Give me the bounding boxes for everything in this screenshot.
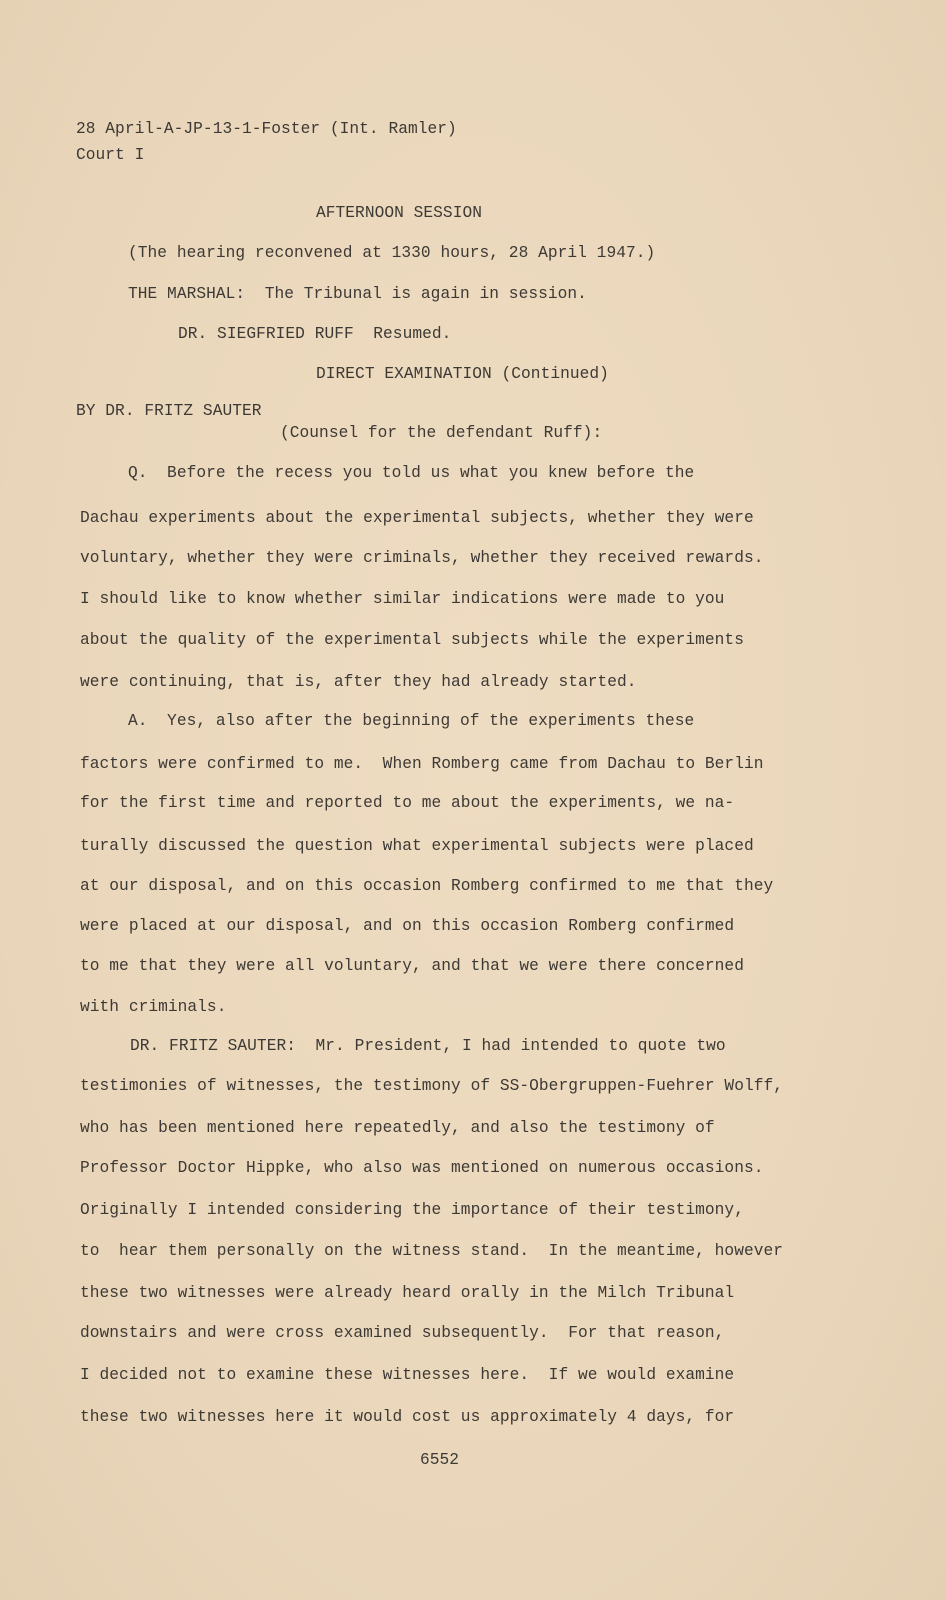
transcript-line: at our disposal, and on this occasion Romberg confirmed to me that they [80,877,774,895]
transcript-line: for the first time and reported to me about the experiments, we na- [80,794,735,812]
document-reference: 28 April-A-JP-13-1-Foster (Int. Ramler) [76,120,457,138]
session-title: AFTERNOON SESSION [316,204,482,222]
transcript-line: to hear them personally on the witness stand. In the meantime, however [80,1242,784,1260]
transcript-line: about the quality of the experimental subjects while the experiments [80,631,744,649]
transcript-line: THE MARSHAL: The Tribunal is again in session. [128,285,587,303]
transcript-line: A. Yes, also after the beginning of the experiments these [128,712,695,730]
transcript-line: I should like to know whether similar indications were made to you [80,590,725,608]
transcript-line: Dachau experiments about the experimental subjects, whether they were [80,509,754,527]
transcript-line: downstairs and were cross examined subsequently. For that reason, [80,1324,725,1342]
transcript-line: turally discussed the question what experimental subjects were placed [80,837,754,855]
transcript-line: with criminals. [80,998,227,1016]
transcript-line: who has been mentioned here repeatedly, and also the testimony of [80,1119,715,1137]
transcript-line: testimonies of witnesses, the testimony of SS-Obergruppen-Fuehrer Wolff, [80,1077,784,1095]
transcript-line: Q. Before the recess you told us what you knew before the [128,464,695,482]
page-number: 6552 [420,1451,460,1469]
transcript-line: voluntary, whether they were criminals, whether they received rewards. [80,549,764,567]
transcript-line: I decided not to examine these witnesses here. If we would examine [80,1366,735,1384]
transcript-line: Professor Doctor Hippke, who also was mentioned on numerous occasions. [80,1159,764,1177]
transcript-line: DR. FRITZ SAUTER: Mr. President, I had intended to quote two [130,1037,726,1055]
transcript-line: were continuing, that is, after they had already started. [80,673,637,691]
transcript-line: to me that they were all voluntary, and that we were there concerned [80,957,744,975]
session-note: (The hearing reconvened at 1330 hours, 28 April 1947.) [128,244,656,262]
examination-heading: DIRECT EXAMINATION (Continued) [316,365,609,383]
transcript-line: factors were confirmed to me. When Romberg came from Dachau to Berlin [80,755,764,773]
transcript-line: were placed at our disposal, and on this occasion Romberg confirmed [80,917,735,935]
transcript-line: these two witnesses were already heard orally in the Milch Tribunal [80,1284,735,1302]
transcript-line: these two witnesses here it would cost us approximately 4 days, for [80,1408,735,1426]
witness-heading: DR. SIEGFRIED RUFF Resumed. [178,325,452,343]
transcript-line: Originally I intended considering the importance of their testimony, [80,1201,744,1219]
court-label: Court I [76,146,145,164]
examiner-heading: BY DR. FRITZ SAUTER [76,402,262,420]
counsel-note: (Counsel for the defendant Ruff): [280,424,603,442]
